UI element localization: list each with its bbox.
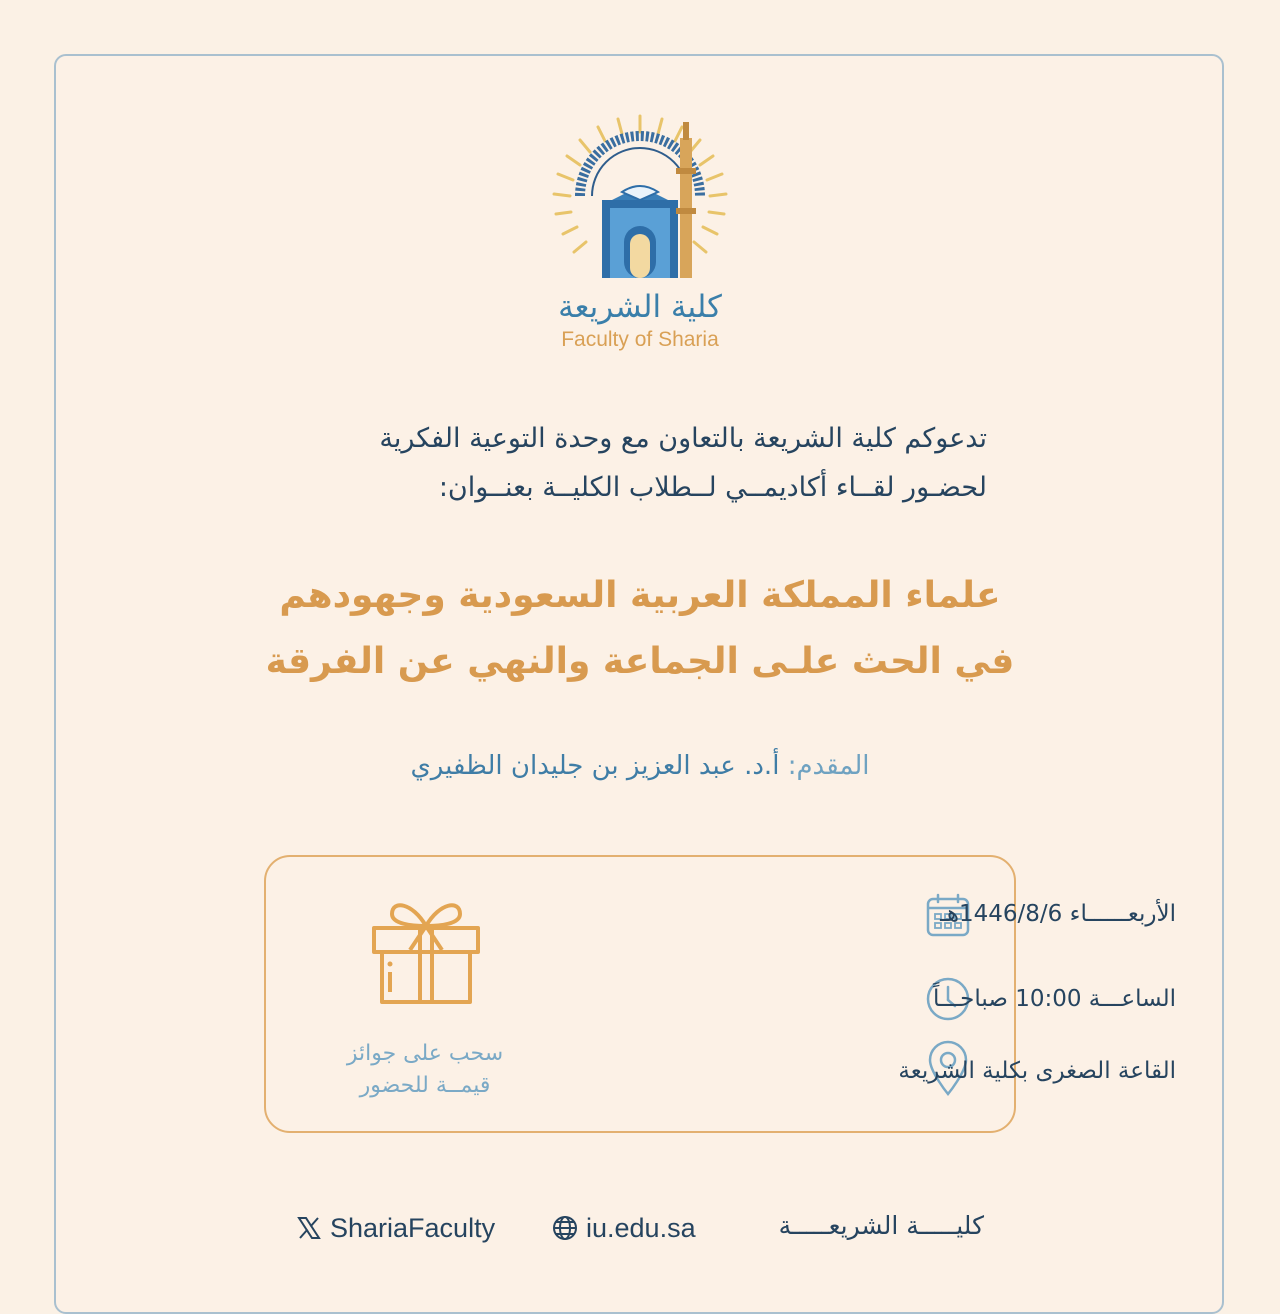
presenter-label: المقدم: (787, 751, 870, 781)
event-location: القاعة الصغرى بكلية الشريعة (898, 1058, 1176, 1084)
footer-website[interactable] (552, 1209, 696, 1245)
intro-line-1: تدعوكم كلية الشريعة بالتعاون مع وحدة التوعية الفكرية (379, 423, 987, 454)
logo-arabic-name: كلية الشريعة (558, 289, 722, 325)
intro-line-2: لحضـور لقــاء أكاديمــي لــطلاب الكليــة بعنــوان: (438, 472, 987, 503)
logo-english-name: Faculty of Sharia (561, 328, 719, 351)
footer-college-name: كليـــــة الشريعـــــة (778, 1211, 984, 1240)
website-text: iu.edu.sa (586, 1212, 696, 1243)
prize-text-line-1: سحب على جوائز (346, 1041, 504, 1066)
presenter-line (0, 748, 1280, 784)
globe-icon (552, 1215, 578, 1241)
prize-text-line-2: قيمــة للحضور (359, 1073, 491, 1098)
x-logo-icon (296, 1215, 322, 1241)
gift-icon (368, 892, 484, 1006)
faculty-logo (540, 108, 740, 288)
event-date: الأربعــــــاء 1446/8/6هـ (940, 901, 1176, 927)
event-title-line-1: علماء المملكة العربية السعودية وجهودهم (279, 575, 1001, 616)
presenter-name: أ.د. عبد العزيز بن جليدان الظفيري (410, 751, 780, 781)
event-title-line-2: في الحث علـى الجماعة والنهي عن الفرقة (265, 641, 1015, 682)
handle-text: ShariaFaculty (330, 1212, 496, 1243)
event-time: الساعـــة 10:00 صباحـــاً (932, 986, 1176, 1012)
footer-x-handle[interactable] (296, 1209, 495, 1245)
